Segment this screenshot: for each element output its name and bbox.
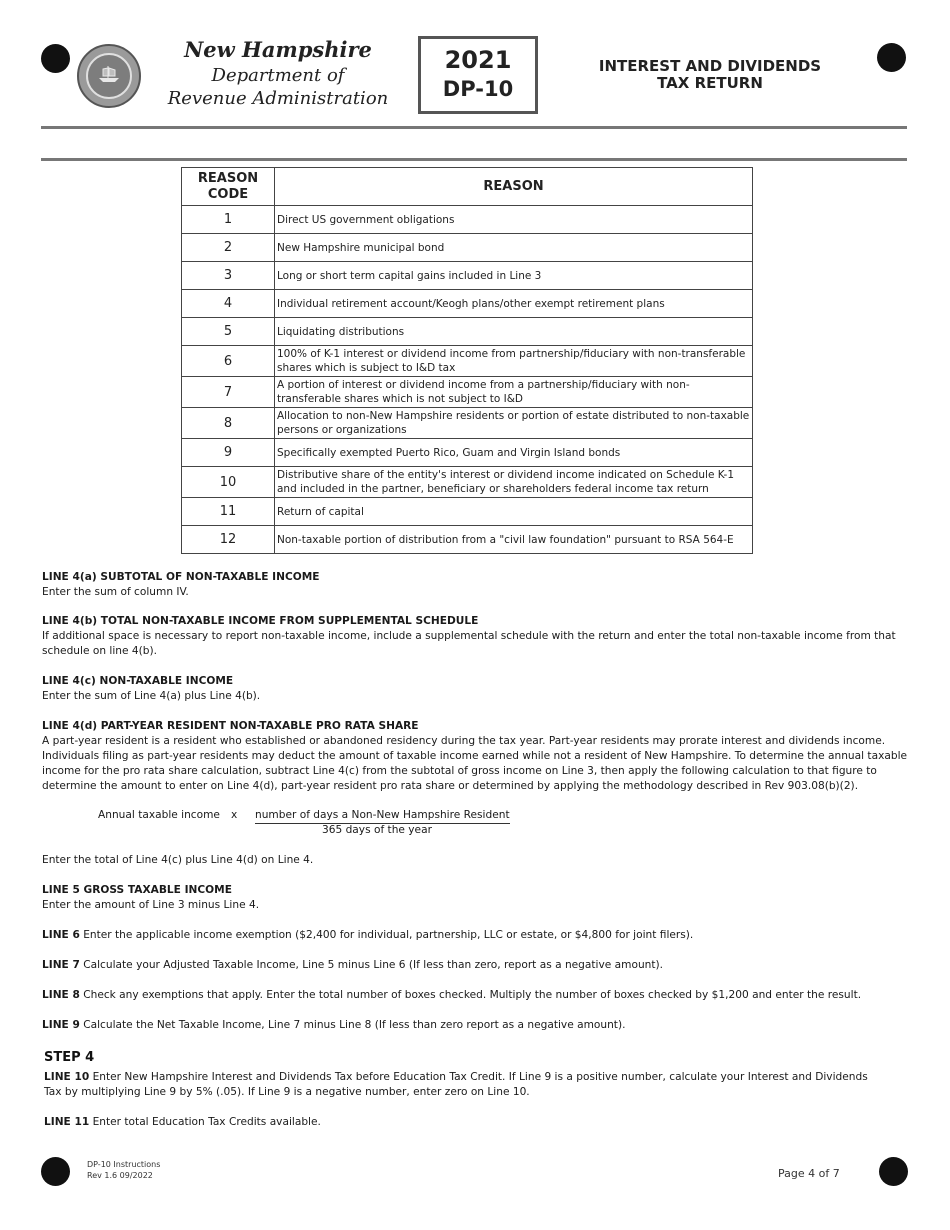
header-rule: [41, 126, 907, 129]
line-4c-text: Enter the sum of Line 4(a) plus Line 4(b).: [42, 690, 261, 702]
line-4d-section: [42, 719, 918, 794]
reason-code: 3: [182, 262, 275, 290]
reason-code: 9: [182, 439, 275, 467]
line-6-section: [42, 928, 918, 943]
registration-mark-top-left: [41, 44, 70, 73]
line-11-label: LINE 11: [44, 1116, 90, 1128]
table-row: [182, 206, 753, 234]
footer-doc-info: [87, 1159, 160, 1181]
line-6-text: Enter the applicable income exemption ($2,400 for individual, partnership, LLC or estate, or $4,800 for joint filers).: [79, 929, 694, 941]
table-header-row: [182, 168, 753, 206]
line-4-total-text: Enter the total of Line 4(c) plus Line 4(d) on Line 4.: [42, 854, 314, 866]
reason-code: 8: [182, 408, 275, 439]
reason-text: Allocation to non-New Hampshire residents or portion of estate distributed to non-taxable persons or organizations: [275, 408, 753, 439]
state-seal-icon: [77, 44, 141, 108]
table-row: [182, 467, 753, 498]
form-title-line-1: INTEREST AND DIVIDENDS: [598, 57, 822, 75]
reason-text: Non-taxable portion of distribution from a "civil law foundation" pursuant to RSA 564-E: [275, 526, 753, 554]
line-4a-section: [42, 570, 918, 600]
line-5-heading: LINE 5 GROSS TAXABLE INCOME: [42, 884, 232, 896]
reason-code-header-line-1: REASON: [197, 170, 259, 186]
line-9-text: Calculate the Net Taxable Income, Line 7 minus Line 8 (If less than zero report as a negative amount).: [79, 1019, 626, 1031]
formula-left: Annual taxable income: [98, 809, 220, 821]
reason-text: Direct US government obligations: [275, 206, 753, 234]
line-11-text: Enter total Education Tax Credits available.: [89, 1116, 321, 1128]
reason-code: 11: [182, 498, 275, 526]
line-8-section: [42, 988, 918, 1003]
line-4b-section: [42, 614, 918, 659]
table-row: [182, 439, 753, 467]
form-id-box: [418, 36, 538, 114]
agency-line-3: Revenue Administration: [167, 88, 389, 109]
formula-denominator: 365 days of the year: [322, 824, 432, 836]
line-8-text: Check any exemptions that apply. Enter the total number of boxes checked. Multiply the number of boxes checked by $1,200 and enter the result.: [79, 989, 862, 1001]
line-5-section: [42, 883, 918, 913]
reason-code: 1: [182, 206, 275, 234]
reason-text: Liquidating distributions: [275, 318, 753, 346]
page-number: Page 4 of 7: [778, 1167, 840, 1180]
line-10-section: [44, 1070, 874, 1100]
line-10-label: LINE 10: [44, 1071, 90, 1083]
form-number: DP-10: [442, 77, 514, 101]
reason-code: 7: [182, 377, 275, 408]
line-4c-heading: LINE 4(c) NON-TAXABLE INCOME: [42, 675, 234, 687]
table-row: [182, 346, 753, 377]
pro-rata-formula: [98, 808, 518, 840]
line-7-section: [42, 958, 918, 973]
header-rule-lower: [41, 158, 907, 161]
formula-numerator: number of days a Non-New Hampshire Resident: [255, 808, 510, 824]
reason-text: Individual retirement account/Keogh plans/other exempt retirement plans: [275, 290, 753, 318]
reason-text: Specifically exempted Puerto Rico, Guam and Virgin Island bonds: [275, 439, 753, 467]
step-4-heading: STEP 4: [44, 1050, 95, 1065]
reason-code-header-line-2: CODE: [207, 186, 249, 202]
registration-mark-bottom-right: [879, 1157, 908, 1186]
table-row: [182, 290, 753, 318]
table-row: [182, 318, 753, 346]
registration-mark-top-right: [877, 43, 906, 72]
reason-text: A portion of interest or dividend income from a partnership/fiduciary with non-transferable shares which is not subject to I&D: [275, 377, 753, 408]
formula-operator: x: [231, 809, 238, 821]
footer-revision: Rev 1.6 09/2022: [87, 1171, 153, 1180]
line-4a-heading: LINE 4(a) SUBTOTAL OF NON-TAXABLE INCOME: [42, 571, 320, 583]
reason-header: REASON: [275, 168, 753, 206]
table-row: [182, 377, 753, 408]
reason-code: 4: [182, 290, 275, 318]
reason-code: 5: [182, 318, 275, 346]
reason-text: New Hampshire municipal bond: [275, 234, 753, 262]
table-row: [182, 262, 753, 290]
reason-code: 12: [182, 526, 275, 554]
registration-mark-bottom-left: [41, 1157, 70, 1186]
line-6-label: LINE 6: [42, 929, 80, 941]
line-9-section: [42, 1018, 918, 1033]
agency-name: [150, 36, 406, 110]
reason-text: Distributive share of the entity's interest or dividend income indicated on Schedule K-1 and included in the partner, beneficiary or shareholders federal income tax return: [275, 467, 753, 498]
line-4a-text: Enter the sum of column IV.: [42, 586, 189, 598]
line-7-label: LINE 7: [42, 959, 80, 971]
reason-text: 100% of K-1 interest or dividend income from partnership/fiduciary with non-transferable shares which is subject to I&D tax: [275, 346, 753, 377]
reason-text: Long or short term capital gains included in Line 3: [275, 262, 753, 290]
table-row: [182, 498, 753, 526]
footer-doc-name: DP-10 Instructions: [87, 1160, 161, 1169]
line-10-text: Enter New Hampshire Interest and Dividends Tax before Education Tax Credit. If Line 9 is a positive number, calculate your Interest and Dividends Tax by multiplying Line 9 by 5% (.05). If Line 9 is a negative number, enter zero on Line 10.: [44, 1071, 868, 1098]
reason-code-table: [181, 167, 753, 554]
agency-line-2: Department of: [211, 65, 345, 86]
line-4d-text: A part-year resident is a resident who established or abandoned residency during the tax year. Part-year residents may prorate interest and dividends income. Individuals filing as part-year residents may deduct the amount of taxable income earned while not a resident of New Hampshire. To determine the annual taxable income for the pro rata share calculation, subtract Line 4(c) from the subtotal of gross income on Line 3, then apply the following calculation to that figure to determine the amount to enter on Line 4(d), part-year resident pro rata share or determined by applying the methodology described in Rev 903.08(b)(2).: [42, 735, 908, 792]
agency-line-1: New Hampshire: [184, 37, 372, 62]
form-title-line-2: TAX RETURN: [657, 74, 763, 92]
line-9-label: LINE 9: [42, 1019, 80, 1031]
reason-code: 10: [182, 467, 275, 498]
table-row: [182, 408, 753, 439]
line-4c-section: [42, 674, 918, 704]
line-4b-text: If additional space is necessary to report non-taxable income, include a supplemental schedule with the return and enter the total non-taxable income from that schedule on line 4(b).: [42, 630, 896, 657]
line-5-text: Enter the amount of Line 3 minus Line 4.: [42, 899, 260, 911]
reason-text: Return of capital: [275, 498, 753, 526]
table-row: [182, 234, 753, 262]
reason-code: 2: [182, 234, 275, 262]
form-year: 2021: [444, 46, 512, 74]
line-4b-heading: LINE 4(b) TOTAL NON-TAXABLE INCOME FROM SUPPLEMENTAL SCHEDULE: [42, 615, 479, 627]
line-8-label: LINE 8: [42, 989, 80, 1001]
reason-code: 6: [182, 346, 275, 377]
line-11-section: [44, 1115, 920, 1130]
line-4d-heading: LINE 4(d) PART-YEAR RESIDENT NON-TAXABLE PRO RATA SHARE: [42, 720, 419, 732]
reason-code-header: [182, 168, 275, 206]
line-7-text: Calculate your Adjusted Taxable Income, Line 5 minus Line 6 (If less than zero, report as a negative amount).: [79, 959, 664, 971]
form-title: [590, 58, 830, 92]
table-row: [182, 526, 753, 554]
